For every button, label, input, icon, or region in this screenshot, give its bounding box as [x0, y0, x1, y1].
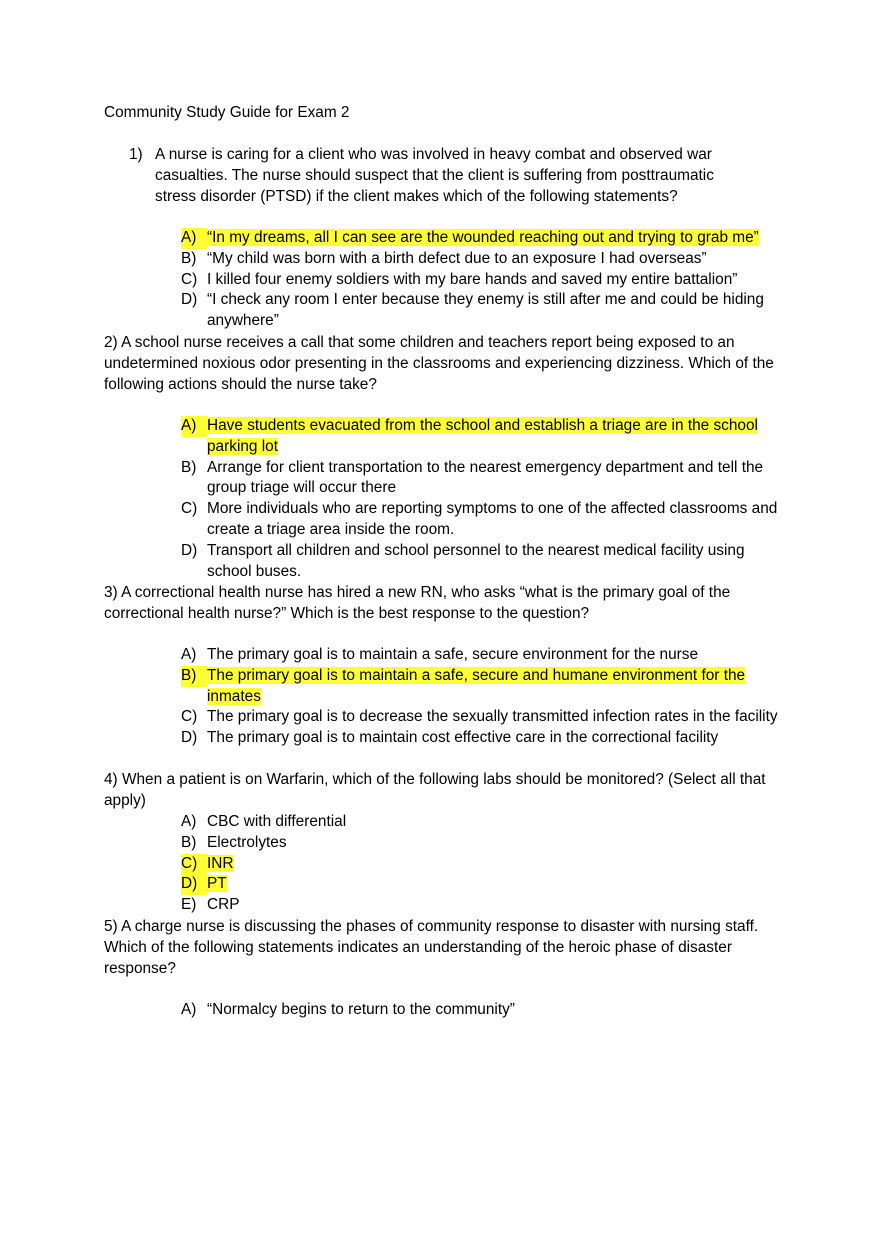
question-1-options: [181, 228, 791, 332]
option-d: [181, 728, 791, 749]
option-a: [181, 228, 791, 249]
option-d: [181, 290, 791, 332]
question-5: [104, 917, 774, 979]
document-title: Community Study Guide for Exam 2: [104, 104, 350, 121]
option-letter: A): [181, 228, 207, 249]
question-4: [104, 770, 774, 812]
option-letter: A): [181, 813, 197, 830]
question-stem: 3) A correctional health nurse has hired a new RN, who asks “what is the primary goal of the correctional health nurse?” Which is the best response to the question?: [104, 584, 731, 622]
option-letter: D): [181, 874, 207, 895]
question-stem: 2) A school nurse receives a call that some children and teachers report being exposed to an undetermined noxious odor presenting in the classrooms and experiencing dizziness. Which of the following actions should the nurse take?: [104, 334, 774, 393]
question-2: [104, 333, 774, 395]
option-b: [181, 458, 791, 500]
option-b: [181, 666, 791, 708]
question-3: [104, 583, 774, 625]
question-stem: A nurse is caring for a client who was involved in heavy combat and observed war casualties. The nurse should suspect that the client is suffering from posttraumatic stress disorder (PTSD) if the client makes which of the following statements?: [155, 146, 714, 205]
option-letter: A): [181, 416, 207, 437]
option-letter: C): [181, 500, 198, 518]
question-stem: 4) When a patient is on Warfarin, which of the following labs should be monitored? (Select all that apply): [104, 771, 766, 809]
option-d: [181, 541, 791, 583]
option-b: [181, 833, 791, 854]
option-text: The primary goal is to decrease the sexually transmitted infection rates in the facility: [207, 708, 778, 726]
option-text: Arrange for client transportation to the nearest emergency department and tell the group triage will occur there: [207, 458, 764, 497]
option-text-highlighted: The primary goal is to maintain a safe, secure and humane environment for the inmates: [207, 666, 746, 705]
option-c: [181, 707, 791, 728]
question-4-options: [181, 812, 791, 916]
option-text: Electrolytes: [207, 833, 287, 851]
option-text: “Normalcy begins to return to the community”: [207, 1001, 515, 1018]
option-letter: C): [181, 270, 198, 288]
question-2-options: [181, 416, 791, 582]
option-letter: B): [181, 666, 207, 687]
question-1: [129, 145, 749, 207]
option-text: “I check any room I enter because they enemy is still after me and could be hiding anywhere”: [207, 291, 764, 330]
option-text: CRP: [207, 896, 240, 914]
option-letter: D): [181, 729, 198, 747]
option-letter: C): [181, 854, 207, 875]
option-text: Transport all children and school personnel to the nearest medical facility using school buses.: [207, 541, 745, 580]
question-5-options: [181, 1000, 791, 1021]
option-letter: D): [181, 541, 198, 559]
option-letter: B): [181, 833, 197, 851]
question-3-options: [181, 645, 791, 749]
option-a: [181, 645, 791, 666]
option-c: [181, 270, 791, 291]
option-letter: A): [181, 1001, 197, 1018]
option-letter: C): [181, 708, 198, 726]
option-d: [181, 874, 791, 895]
option-text: More individuals who are reporting symptoms to one of the affected classrooms and create a triage area inside the room.: [207, 500, 778, 538]
option-text: “My child was born with a birth defect due to an exposure I had overseas”: [207, 249, 707, 267]
option-text: CBC with differential: [207, 813, 347, 830]
option-text: The primary goal is to maintain cost effective care in the correctional facility: [207, 729, 719, 747]
option-e: [181, 895, 791, 916]
option-letter: B): [181, 458, 197, 476]
option-a: [181, 812, 791, 833]
option-b: [181, 249, 791, 270]
option-letter: B): [181, 249, 197, 267]
question-number: 1): [129, 146, 143, 163]
option-c: [181, 499, 791, 541]
option-c: [181, 854, 791, 875]
option-a: [181, 416, 791, 458]
option-letter: D): [181, 291, 198, 309]
option-text-highlighted: Have students evacuated from the school and establish a triage are in the school parking lot: [207, 417, 758, 455]
question-stem: 5) A charge nurse is discussing the phases of community response to disaster with nursing staff. Which of the following statements indicates an understanding of the heroic phase of disaster response?: [104, 918, 759, 977]
option-text: I killed four enemy soldiers with my bare hands and saved my entire battalion”: [207, 270, 738, 288]
option-text-highlighted: INR: [207, 854, 234, 872]
option-a: [181, 1000, 791, 1021]
option-text: The primary goal is to maintain a safe, secure environment for the nurse: [207, 646, 699, 663]
option-letter: A): [181, 646, 197, 663]
option-letter: E): [181, 896, 197, 914]
option-text-highlighted: PT: [207, 875, 227, 893]
option-text-highlighted: “In my dreams, all I can see are the wounded reaching out and trying to grab me”: [207, 229, 759, 246]
